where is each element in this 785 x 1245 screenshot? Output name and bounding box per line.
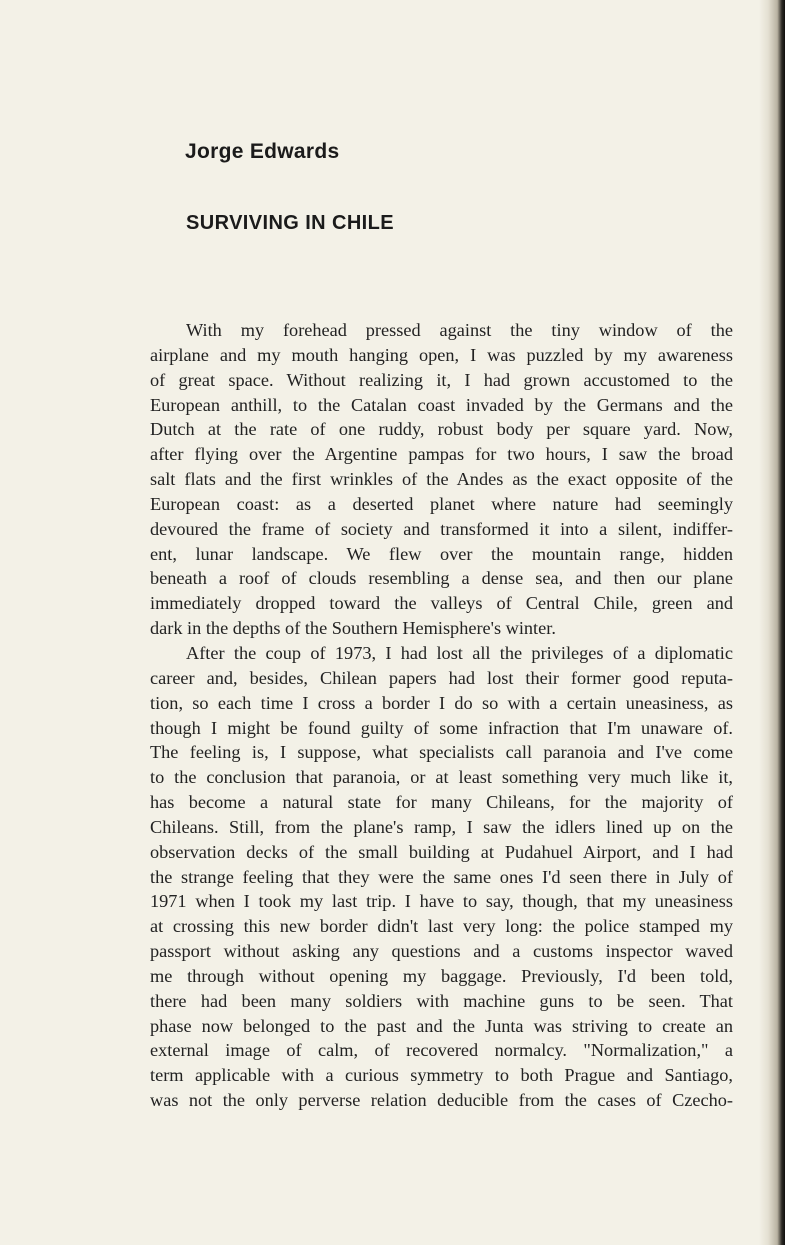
text-line: With my forehead pressed against the tiny window of the <box>186 320 733 340</box>
text-line: salt flats and the first wrinkles of the Andes as the exact opposite of the <box>150 469 733 490</box>
text-line: The feeling is, I suppose, what specialists call paranoia and I've come <box>150 742 733 763</box>
text-line: there had been many soldiers with machine guns to be seen. That <box>150 990 733 1011</box>
text-line: After the coup of 1973, I had lost all the privileges of a diplomatic <box>186 642 733 663</box>
text-line: dark in the depths of the Southern Hemisphere's winter. <box>150 618 556 639</box>
text-line: Dutch at the rate of one ruddy, robust body per square yard. Now, <box>150 419 733 440</box>
text-line: the strange feeling that they were the same ones I'd seen there in July of <box>150 866 733 887</box>
text-line: was not the only perverse relation deducible from the cases of Czecho- <box>150 1090 733 1111</box>
text-line: tion, so each time I cross a border I do so with a certain uneasiness, as <box>150 692 733 713</box>
text-line: me through without opening my baggage. Previously, I'd been told, <box>150 965 733 986</box>
chapter-title: SURVIVING IN CHILE <box>186 212 394 234</box>
text-line: to the conclusion that paranoia, or at least something very much like it, <box>150 767 733 788</box>
text-line: term applicable with a curious symmetry to both Prague and Santiago, <box>150 1065 733 1086</box>
text-line: devoured the frame of society and transformed it into a silent, indiffer- <box>150 518 733 539</box>
text-line: external image of calm, of recovered normalcy. "Normalization," a <box>150 1040 733 1061</box>
text-line: phase now belonged to the past and the Junta was striving to create an <box>150 1015 733 1036</box>
text-line: observation decks of the small building at Pudahuel Airport, and I had <box>150 841 733 862</box>
text-line: beneath a roof of clouds resembling a dense sea, and then our plane <box>150 568 733 589</box>
text-line: 1971 when I took my last trip. I have to say, though, that my uneasiness <box>150 891 733 912</box>
page-edge-shadow <box>759 0 785 1245</box>
text-line: after flying over the Argentine pampas for two hours, I saw the broad <box>150 444 733 465</box>
text-line: Chileans. Still, from the plane's ramp, I saw the idlers lined up on the <box>150 816 733 837</box>
text-line: of great space. Without realizing it, I had grown accustomed to the <box>150 369 733 390</box>
text-line: though I might be found guilty of some infraction that I'm unaware of. <box>150 717 733 738</box>
text-line: at crossing this new border didn't last very long: the police stamped my <box>150 916 733 937</box>
text-line: European coast: as a deserted planet where nature had seemingly <box>150 493 733 514</box>
body-text <box>150 318 733 1113</box>
text-line: has become a natural state for many Chileans, for the majority of <box>150 792 733 813</box>
text-line: career and, besides, Chilean papers had lost their former good reputa- <box>150 667 733 688</box>
text-line: immediately dropped toward the valleys of Central Chile, green and <box>150 593 733 614</box>
text-line: ent, lunar landscape. We flew over the mountain range, hidden <box>150 543 733 564</box>
text-line: airplane and my mouth hanging open, I was puzzled by my awareness <box>150 344 733 365</box>
text-line: passport without asking any questions and a customs inspector waved <box>150 941 733 962</box>
author-name: Jorge Edwards <box>185 140 340 163</box>
text-line: European anthill, to the Catalan coast invaded by the Germans and the <box>150 394 733 415</box>
